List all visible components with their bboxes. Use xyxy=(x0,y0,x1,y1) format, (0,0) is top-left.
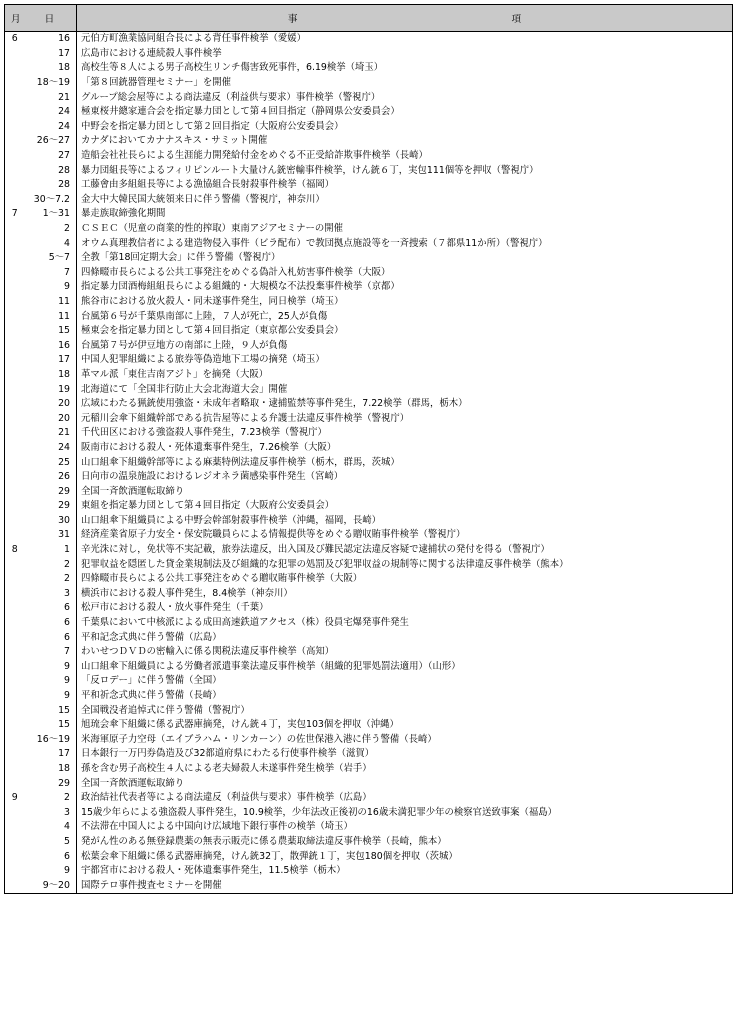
day-cell: 24 xyxy=(25,120,77,135)
event-cell: 政治結社代表者等による商法違反（利益供与要求）事件検挙（広島） xyxy=(77,791,733,806)
event-header xyxy=(77,5,733,32)
day-cell: 20 xyxy=(25,397,77,412)
day-cell: 2 xyxy=(25,557,77,572)
table-row xyxy=(5,791,733,806)
month-cell xyxy=(5,674,25,689)
day-cell: 20 xyxy=(25,411,77,426)
day-cell: 18 xyxy=(25,762,77,777)
day-cell: 7 xyxy=(25,645,77,660)
day-cell: 26〜27 xyxy=(25,134,77,149)
table-row xyxy=(5,733,733,748)
event-cell: 「第８回銃器管理セミナー」を開催 xyxy=(77,76,733,91)
day-header: 日 xyxy=(44,14,55,25)
table-row xyxy=(5,222,733,237)
event-cell: 北海道にて「全国非行防止大会北海道大会」開催 xyxy=(77,382,733,397)
event-cell: 横浜市における殺人事件発生，8.4検挙（神奈川） xyxy=(77,587,733,602)
table-row xyxy=(5,441,733,456)
table-header-row xyxy=(5,5,733,32)
event-cell: 全国戦没者追悼式に伴う警備（警視庁） xyxy=(77,703,733,718)
table-row xyxy=(5,689,733,704)
month-cell xyxy=(5,426,25,441)
event-cell: 15歳少年らによる強盗殺人事件発生，10.9検挙，少年法改正後初の16歳未満犯罪少年の検察官送致事案（福島） xyxy=(77,805,733,820)
table-row xyxy=(5,484,733,499)
table-row xyxy=(5,47,733,62)
event-cell: 平和記念式典に伴う警備（広島） xyxy=(77,630,733,645)
event-cell: 中野会を指定暴力団として第２回目指定（大阪府公安委員会） xyxy=(77,120,733,135)
day-cell: 2 xyxy=(25,791,77,806)
table-row xyxy=(5,630,733,645)
month-cell xyxy=(5,718,25,733)
day-cell: 17 xyxy=(25,747,77,762)
event-cell: 革マル派「東住吉南アジト」を摘発（大阪） xyxy=(77,368,733,383)
day-cell: 7 xyxy=(25,266,77,281)
event-cell: 辛光洙に対し，免状等不実記載，旅券法違反，出入国及び難民認定法違反容疑で逮捕状の発付を得る（警視庁） xyxy=(77,543,733,558)
month-cell xyxy=(5,689,25,704)
event-cell: 造船会社社長らによる生涯能力開発給付金をめぐる不正受給詐欺事件検挙（長崎） xyxy=(77,149,733,164)
table-row xyxy=(5,149,733,164)
event-cell: 米海軍原子力空母（エイブラハム・リンカーン）の佐世保港入港に伴う警備（長崎） xyxy=(77,733,733,748)
event-cell: グループ総会屋等による商法違反（利益供与要求）事件検挙（警視庁） xyxy=(77,90,733,105)
event-cell: 金大中大韓民国大統領来日に伴う警備（警視庁，神奈川） xyxy=(77,193,733,208)
chronology-table xyxy=(4,4,733,894)
month-cell xyxy=(5,280,25,295)
day-cell: 9 xyxy=(25,689,77,704)
event-cell: 国際テロ事件捜査セミナーを開催 xyxy=(77,878,733,893)
day-cell: 29 xyxy=(25,499,77,514)
month-header: 月 xyxy=(11,14,21,25)
event-cell: 元稲川会傘下組織幹部である抗告屋等による弁護士法違反事件検挙（警視庁） xyxy=(77,411,733,426)
event-cell: 四條畷市長らによる公共工事発注をめぐる偽計入札妨害事件検挙（大阪） xyxy=(77,266,733,281)
table-row xyxy=(5,382,733,397)
table-row xyxy=(5,849,733,864)
month-cell xyxy=(5,90,25,105)
day-cell: 16〜19 xyxy=(25,733,77,748)
table-row xyxy=(5,660,733,675)
month-cell xyxy=(5,105,25,120)
table-row xyxy=(5,193,733,208)
month-cell xyxy=(5,805,25,820)
month-cell xyxy=(5,61,25,76)
month-cell xyxy=(5,382,25,397)
event-cell: 日向市の温泉施設におけるレジオネラ菌感染事件発生（宮崎） xyxy=(77,470,733,485)
table-row xyxy=(5,134,733,149)
table-row xyxy=(5,178,733,193)
table-row xyxy=(5,645,733,660)
month-cell xyxy=(5,820,25,835)
month-cell: 8 xyxy=(5,543,25,558)
event-cell: 山口組傘下組織員による労働者派遣事業法違反事件検挙（組織的犯罪処罰法適用）（山形） xyxy=(77,660,733,675)
table-row xyxy=(5,499,733,514)
month-cell xyxy=(5,353,25,368)
day-cell: 28 xyxy=(25,163,77,178)
month-cell xyxy=(5,120,25,135)
table-row xyxy=(5,470,733,485)
month-cell xyxy=(5,601,25,616)
month-day-header xyxy=(5,5,77,32)
event-cell: 暴走族取締強化期間 xyxy=(77,207,733,222)
month-cell xyxy=(5,163,25,178)
month-cell xyxy=(5,397,25,412)
month-cell xyxy=(5,776,25,791)
event-cell: 中国人犯罪組織による旅券等偽造地下工場の摘発（埼玉） xyxy=(77,353,733,368)
day-cell: 6 xyxy=(25,849,77,864)
event-cell: 旭琉会傘下組織に係る武器庫摘発，けん銃４丁，実包103個を押収（沖縄） xyxy=(77,718,733,733)
table-row xyxy=(5,251,733,266)
month-cell xyxy=(5,338,25,353)
table-row xyxy=(5,805,733,820)
table-row xyxy=(5,295,733,310)
event-cell: ＣＳＥＣ（児童の商業的性的搾取）東南アジアセミナーの開催 xyxy=(77,222,733,237)
day-cell: 29 xyxy=(25,776,77,791)
table-row xyxy=(5,616,733,631)
day-cell: 5〜7 xyxy=(25,251,77,266)
month-cell: 9 xyxy=(5,791,25,806)
table-row xyxy=(5,820,733,835)
day-cell: 31 xyxy=(25,528,77,543)
day-cell: 19 xyxy=(25,382,77,397)
event-cell: 経済産業省原子力安全・保安院職員らによる情報提供等をめぐる贈収賄事件検挙（警視庁） xyxy=(77,528,733,543)
month-cell xyxy=(5,149,25,164)
day-cell: 18 xyxy=(25,61,77,76)
month-cell xyxy=(5,514,25,529)
table-row xyxy=(5,90,733,105)
day-cell: 30 xyxy=(25,514,77,529)
table-row xyxy=(5,324,733,339)
month-cell xyxy=(5,733,25,748)
month-cell xyxy=(5,368,25,383)
month-cell xyxy=(5,645,25,660)
month-cell xyxy=(5,441,25,456)
month-cell xyxy=(5,630,25,645)
day-cell: 1〜31 xyxy=(25,207,77,222)
month-cell: 6 xyxy=(5,32,25,47)
table-row xyxy=(5,557,733,572)
month-cell xyxy=(5,572,25,587)
table-row xyxy=(5,776,733,791)
day-cell: 2 xyxy=(25,572,77,587)
table-row xyxy=(5,514,733,529)
day-cell: 21 xyxy=(25,426,77,441)
month-cell xyxy=(5,193,25,208)
event-cell: 不法滞在中国人による中国向け広域地下銀行事件の検挙（埼玉） xyxy=(77,820,733,835)
month-cell xyxy=(5,747,25,762)
day-cell: 25 xyxy=(25,455,77,470)
table-row xyxy=(5,163,733,178)
chronology-rows xyxy=(5,32,733,894)
month-cell xyxy=(5,499,25,514)
event-cell: 全教「第18回定期大会」に伴う警備（警視庁） xyxy=(77,251,733,266)
table-row xyxy=(5,835,733,850)
event-cell: 日本銀行一万円券偽造及び32都道府県にわたる行使事件検挙（滋賀） xyxy=(77,747,733,762)
day-cell: 18〜19 xyxy=(25,76,77,91)
table-row xyxy=(5,353,733,368)
month-cell xyxy=(5,266,25,281)
table-row xyxy=(5,601,733,616)
table-row xyxy=(5,703,733,718)
table-row xyxy=(5,572,733,587)
table-row xyxy=(5,528,733,543)
event-cell: 松葉会傘下組織に係る武器庫摘発，けん銃32丁，散弾銃１丁，実包180個を押収（茨城） xyxy=(77,849,733,864)
event-cell: 高校生等８人による男子高校生リンチ傷害致死事件，6.19検挙（埼玉） xyxy=(77,61,733,76)
day-cell: 6 xyxy=(25,630,77,645)
table-row xyxy=(5,878,733,893)
month-cell xyxy=(5,835,25,850)
day-cell: 9 xyxy=(25,674,77,689)
month-cell xyxy=(5,324,25,339)
event-cell: 東組を指定暴力団として第４回目指定（大阪府公安委員会） xyxy=(77,499,733,514)
month-cell xyxy=(5,222,25,237)
month-cell xyxy=(5,616,25,631)
table-row xyxy=(5,543,733,558)
table-row xyxy=(5,397,733,412)
month-cell xyxy=(5,236,25,251)
event-cell: 平和祈念式典に伴う警備（長崎） xyxy=(77,689,733,704)
event-cell: 指定暴力団酒梅組組長らによる組織的・大規模な不法投棄事件検挙（京都） xyxy=(77,280,733,295)
event-cell: 広域にわたる猟銃使用強盗・未成年者略取・逮捕監禁等事件発生，7.22検挙（群馬，栃木） xyxy=(77,397,733,412)
event-cell: 孫を含む男子高校生４人による老夫婦殺人未遂事件発生検挙（岩手） xyxy=(77,762,733,777)
table-row xyxy=(5,280,733,295)
event-cell: 極東会を指定暴力団として第４回目指定（東京都公安委員会） xyxy=(77,324,733,339)
table-row xyxy=(5,236,733,251)
table-row xyxy=(5,426,733,441)
event-cell: 全国一斉飲酒運転取締り xyxy=(77,484,733,499)
table-row xyxy=(5,718,733,733)
month-cell xyxy=(5,47,25,62)
event-cell: 暴力団組長等によるフィリピンルート大量けん銃密輸事件検挙，けん銃６丁，実包111個等を押収（警視庁） xyxy=(77,163,733,178)
day-cell: 15 xyxy=(25,703,77,718)
event-cell: 山口組傘下組織員による中野会幹部射殺事件検挙（沖縄，福岡，長崎） xyxy=(77,514,733,529)
event-cell: 元伯方町漁業協同組合長による背任事件検挙（愛媛） xyxy=(77,32,733,47)
day-cell: 3 xyxy=(25,587,77,602)
event-cell: カナダにおいてカナナスキス・サミット開催 xyxy=(77,134,733,149)
month-cell xyxy=(5,295,25,310)
day-cell: 27 xyxy=(25,149,77,164)
table-row xyxy=(5,61,733,76)
day-cell: 24 xyxy=(25,105,77,120)
day-cell: 17 xyxy=(25,353,77,368)
event-cell: 松戸市における殺人・放火事件発生（千葉） xyxy=(77,601,733,616)
day-cell: 5 xyxy=(25,835,77,850)
month-cell xyxy=(5,528,25,543)
event-cell: 四條畷市長らによる公共工事発注をめぐる贈収賄事件検挙（大阪） xyxy=(77,572,733,587)
table-row xyxy=(5,368,733,383)
table-row xyxy=(5,747,733,762)
table-row xyxy=(5,864,733,879)
day-cell: 16 xyxy=(25,338,77,353)
month-cell xyxy=(5,864,25,879)
day-cell: 15 xyxy=(25,324,77,339)
day-cell: 1 xyxy=(25,543,77,558)
event-cell: 広島市における連続殺人事件検挙 xyxy=(77,47,733,62)
day-cell: 11 xyxy=(25,309,77,324)
month-cell xyxy=(5,660,25,675)
month-cell xyxy=(5,470,25,485)
table-row xyxy=(5,338,733,353)
table-row xyxy=(5,455,733,470)
month-cell xyxy=(5,878,25,893)
month-cell xyxy=(5,134,25,149)
month-cell xyxy=(5,411,25,426)
day-cell: 6 xyxy=(25,601,77,616)
event-header-char-2: 項 xyxy=(511,14,522,25)
month-cell xyxy=(5,762,25,777)
event-cell: 犯罪収益を隠匿した貸金業規制法及び組織的な犯罪の処罰及び犯罪収益の規制等に関する法律違反事件検挙（熊本） xyxy=(77,557,733,572)
month-cell xyxy=(5,484,25,499)
event-cell: 阪南市における殺人・死体遺棄事件発生，7.26検挙（大阪） xyxy=(77,441,733,456)
event-cell: 山口組傘下組織幹部等による麻薬特例法違反事件検挙（栃木，群馬，茨城） xyxy=(77,455,733,470)
chronology-page xyxy=(4,4,732,1024)
table-row xyxy=(5,411,733,426)
table-row xyxy=(5,105,733,120)
month-cell xyxy=(5,455,25,470)
event-cell: 宇都宮市における殺人・死体遺棄事件発生，11.5検挙（栃木） xyxy=(77,864,733,879)
event-cell: オウム真理教信者による建造物侵入事件（ビラ配布）で教団拠点施設等を一斉捜索（７都県11か所）（警視庁） xyxy=(77,236,733,251)
day-cell: 30〜7.2 xyxy=(25,193,77,208)
day-cell: 16 xyxy=(25,32,77,47)
table-row xyxy=(5,32,733,47)
table-row xyxy=(5,207,733,222)
event-cell: 千葉県において中核派による成田高速鉄道アクセス（株）役員宅爆発事件発生 xyxy=(77,616,733,631)
day-cell: 4 xyxy=(25,236,77,251)
month-cell xyxy=(5,703,25,718)
day-cell: 9 xyxy=(25,660,77,675)
event-cell: 千代田区における強盗殺人事件発生，7.23検挙（警視庁） xyxy=(77,426,733,441)
day-cell: 24 xyxy=(25,441,77,456)
event-cell: 工藤會由多組組長等による漁協組合長射殺事件検挙（福岡） xyxy=(77,178,733,193)
day-cell: 26 xyxy=(25,470,77,485)
day-cell: 3 xyxy=(25,805,77,820)
month-cell xyxy=(5,251,25,266)
table-row xyxy=(5,120,733,135)
month-cell xyxy=(5,76,25,91)
day-cell: 21 xyxy=(25,90,77,105)
event-cell: 台風第６号が千葉県南部に上陸，７人が死亡，25人が負傷 xyxy=(77,309,733,324)
event-cell: 発がん性のある無登録農薬の無表示販売に係る農薬取締法違反事件検挙（長崎，熊本） xyxy=(77,835,733,850)
day-cell: 29 xyxy=(25,484,77,499)
month-cell xyxy=(5,309,25,324)
day-cell: 4 xyxy=(25,820,77,835)
day-cell: 28 xyxy=(25,178,77,193)
day-cell: 18 xyxy=(25,368,77,383)
day-cell: 6 xyxy=(25,616,77,631)
table-row xyxy=(5,266,733,281)
month-cell: 7 xyxy=(5,207,25,222)
day-cell: 17 xyxy=(25,47,77,62)
day-cell: 9 xyxy=(25,280,77,295)
event-cell: 極東桜井總家連合会を指定暴力団として第４回目指定（静岡県公安委員会） xyxy=(77,105,733,120)
event-cell: 熊谷市における放火殺人・同未遂事件発生，同日検挙（埼玉） xyxy=(77,295,733,310)
day-cell: 11 xyxy=(25,295,77,310)
day-cell: 9〜20 xyxy=(25,878,77,893)
table-row xyxy=(5,762,733,777)
event-cell: 台風第７号が伊豆地方の南部に上陸，９人が負傷 xyxy=(77,338,733,353)
day-cell: 15 xyxy=(25,718,77,733)
event-cell: 「反ロデー」に伴う警備（全国） xyxy=(77,674,733,689)
month-cell xyxy=(5,587,25,602)
event-cell: 全国一斉飲酒運転取締り xyxy=(77,776,733,791)
month-cell xyxy=(5,557,25,572)
table-row xyxy=(5,587,733,602)
day-cell: 9 xyxy=(25,864,77,879)
day-cell: 2 xyxy=(25,222,77,237)
event-cell: わいせつＤＶＤの密輸入に係る関税法違反事件検挙（高知） xyxy=(77,645,733,660)
table-row xyxy=(5,76,733,91)
table-row xyxy=(5,674,733,689)
table-row xyxy=(5,309,733,324)
event-header-char-1: 事 xyxy=(287,14,298,25)
month-cell xyxy=(5,849,25,864)
month-cell xyxy=(5,178,25,193)
